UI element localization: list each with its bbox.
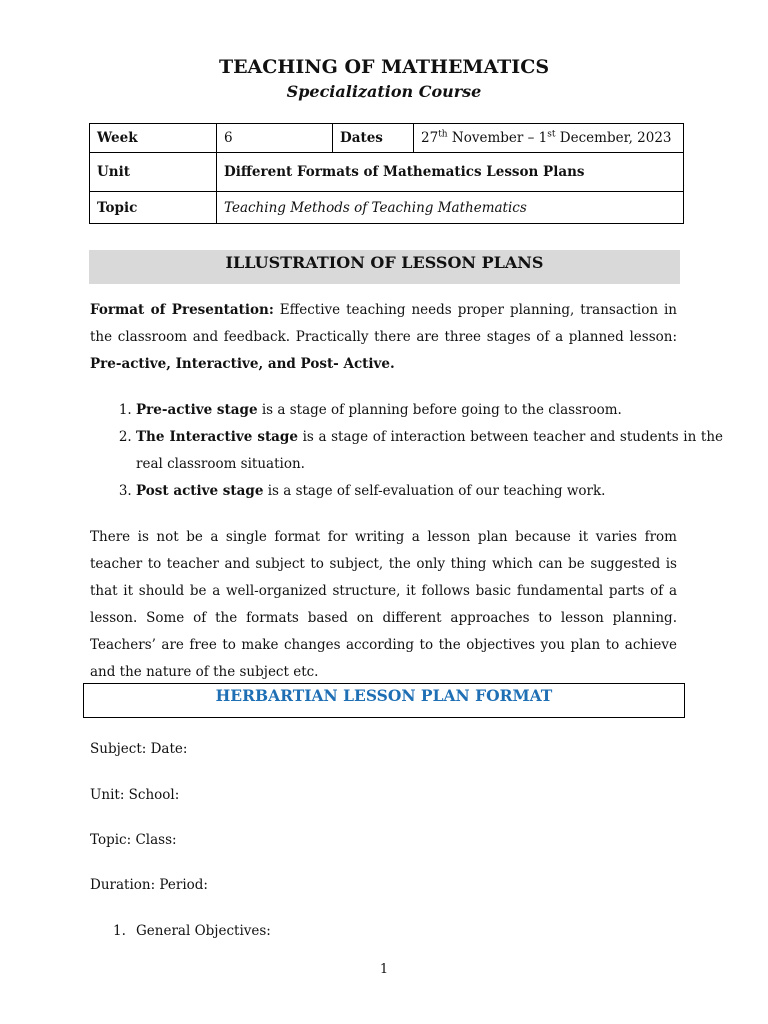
dates-day1: 27 bbox=[421, 130, 439, 146]
dates-sup2: st bbox=[547, 129, 556, 140]
week-label: Week bbox=[90, 124, 217, 153]
stage-term: Pre-active stage bbox=[136, 402, 258, 418]
week-value: 6 bbox=[217, 124, 333, 153]
course-info-table bbox=[89, 123, 684, 224]
objective-number: 1. bbox=[113, 923, 126, 939]
unit-school-field: Unit: School: bbox=[90, 787, 180, 803]
duration-period-field: Duration: Period: bbox=[90, 877, 208, 893]
body-paragraph: There is not be a single format for writing a lesson plan because it varies from teacher to teacher and subject to subject, the only thing which can be suggested is that it should be a well-organized structure, it follows basic fundamental parts of a lesson. Some of the formats based on different approaches to lesson planning. Teachers’ are free to make changes according to the objectives you plan to achieve and the nature of the subject etc. bbox=[90, 529, 677, 680]
dates-end: December, 2023 bbox=[555, 130, 672, 146]
document-title: TEACHING OF MATHEMATICS bbox=[218, 56, 550, 78]
list-item bbox=[136, 424, 723, 478]
stage-desc: is a stage of interaction between teacher and students in the real classroom situation. bbox=[136, 429, 724, 472]
intro-text: Effective teaching needs proper planning, transaction in the classroom and feedback. Practically there are three stages of a planned lesson: bbox=[90, 302, 677, 345]
section-banner: ILLUSTRATION OF LESSON PLANS bbox=[89, 250, 680, 284]
unit-row bbox=[90, 153, 684, 192]
page-number: 1 bbox=[379, 962, 389, 977]
subject-date-field: Subject: Date: bbox=[90, 741, 188, 757]
list-item bbox=[136, 478, 723, 505]
dates-sup1: th bbox=[438, 129, 448, 140]
format-heading: HERBARTIAN LESSON PLAN FORMAT bbox=[83, 683, 685, 718]
dates-mid: November – 1 bbox=[447, 130, 548, 146]
unit-value: Different Formats of Mathematics Lesson Plans bbox=[217, 153, 684, 192]
intro-lead: Format of Presentation: bbox=[90, 302, 274, 318]
topic-value: Teaching Methods of Teaching Mathematics bbox=[217, 192, 684, 224]
dates-value bbox=[414, 124, 684, 153]
unit-label: Unit bbox=[90, 153, 217, 192]
list-item bbox=[136, 397, 723, 424]
intro-paragraph bbox=[90, 297, 677, 378]
stage-desc: is a stage of self-evaluation of our teaching work. bbox=[263, 483, 606, 499]
document-subtitle: Specialization Course bbox=[286, 82, 482, 101]
topic-label: Topic bbox=[90, 192, 217, 224]
stages-list bbox=[90, 397, 723, 505]
intro-stages: Pre-active, Interactive, and Post- Active. bbox=[90, 356, 395, 372]
dates-label: Dates bbox=[333, 124, 414, 153]
week-row bbox=[90, 124, 684, 153]
stage-term: The Interactive stage bbox=[136, 429, 298, 445]
objective-label: General Objectives: bbox=[136, 923, 271, 939]
stage-desc: is a stage of planning before going to the classroom. bbox=[257, 402, 622, 418]
stage-term: Post active stage bbox=[136, 483, 264, 499]
topic-class-field: Topic: Class: bbox=[90, 832, 177, 848]
topic-row bbox=[90, 192, 684, 224]
